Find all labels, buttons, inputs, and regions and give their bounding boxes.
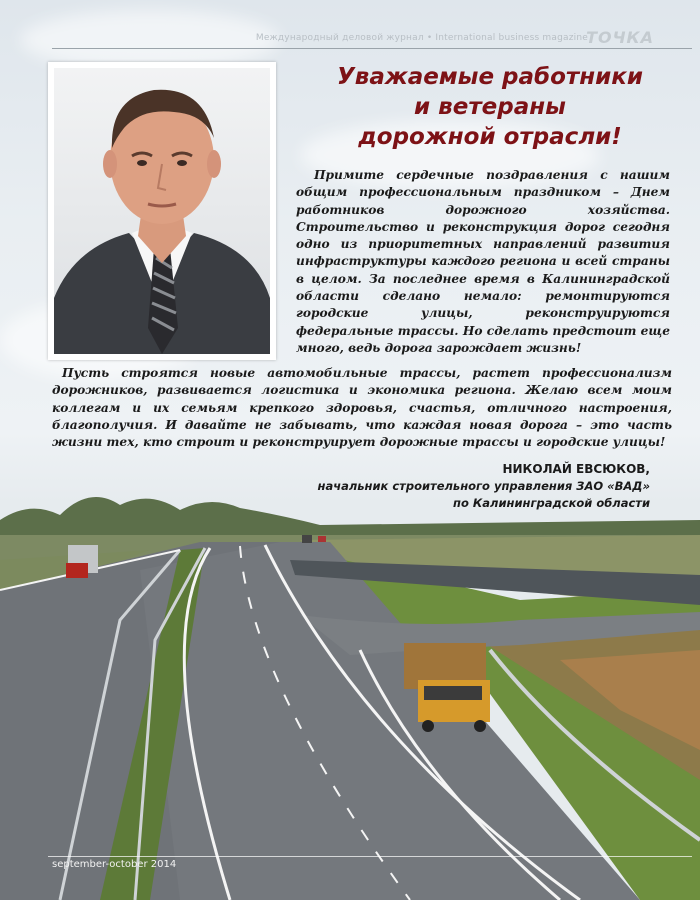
header-rule [52,48,692,49]
portrait-illustration [54,68,270,354]
issue-date: september-october 2014 [52,859,177,870]
magazine-logo: ТОЧКА [586,28,654,47]
highway-illustration [0,480,700,900]
greeting-headline [290,62,690,152]
headline-line: Уважаемые работники [337,64,643,90]
highway-photo [0,480,700,900]
signature-name: НИКОЛАЙ ЕВСЮКОВ, [502,462,650,476]
sky-cloud [20,10,280,70]
portrait-photo [48,62,276,360]
headline-line: и ветераны [414,94,566,120]
signature-block [318,461,651,512]
signature-region: по Калининградской области [453,496,650,510]
intro-paragraph: Примите сердечные поздравления с нашим общим профессиональным праздником – Днем работников дорожного хозяйства. Строительство и реконструкция дорог сегодня одно из приоритетных направлений развития инфраструктуры каждого региона и всей страны в целом. За последнее время в Калининградской области сделано немало: ремонтируются городские улицы, реконструируются федеральные трассы. Но сделать предстоит еще много, ведь дорога зарождает жизнь! [296,168,670,355]
signature-title: начальник строительного управления ЗАО «ВАД» [317,479,650,493]
magazine-name: Международный деловой журнал • International business magazine [255,33,588,43]
headline-line: дорожной отрасли! [358,124,622,150]
footer-rule [48,856,692,857]
main-paragraph: Пусть строятся новые автомобильные трассы, растет профессионализм дорожников, развивается логистика и экономика региона. Желаю всем моим коллегам и их семьям крепкого здоровья, счастья, отличного настроения, благополучия. И давайте не забывать, что каждая новая дорога – это часть жизни тех, кто строит и реконструирует дорожные трассы и городские улицы! [52,366,672,450]
